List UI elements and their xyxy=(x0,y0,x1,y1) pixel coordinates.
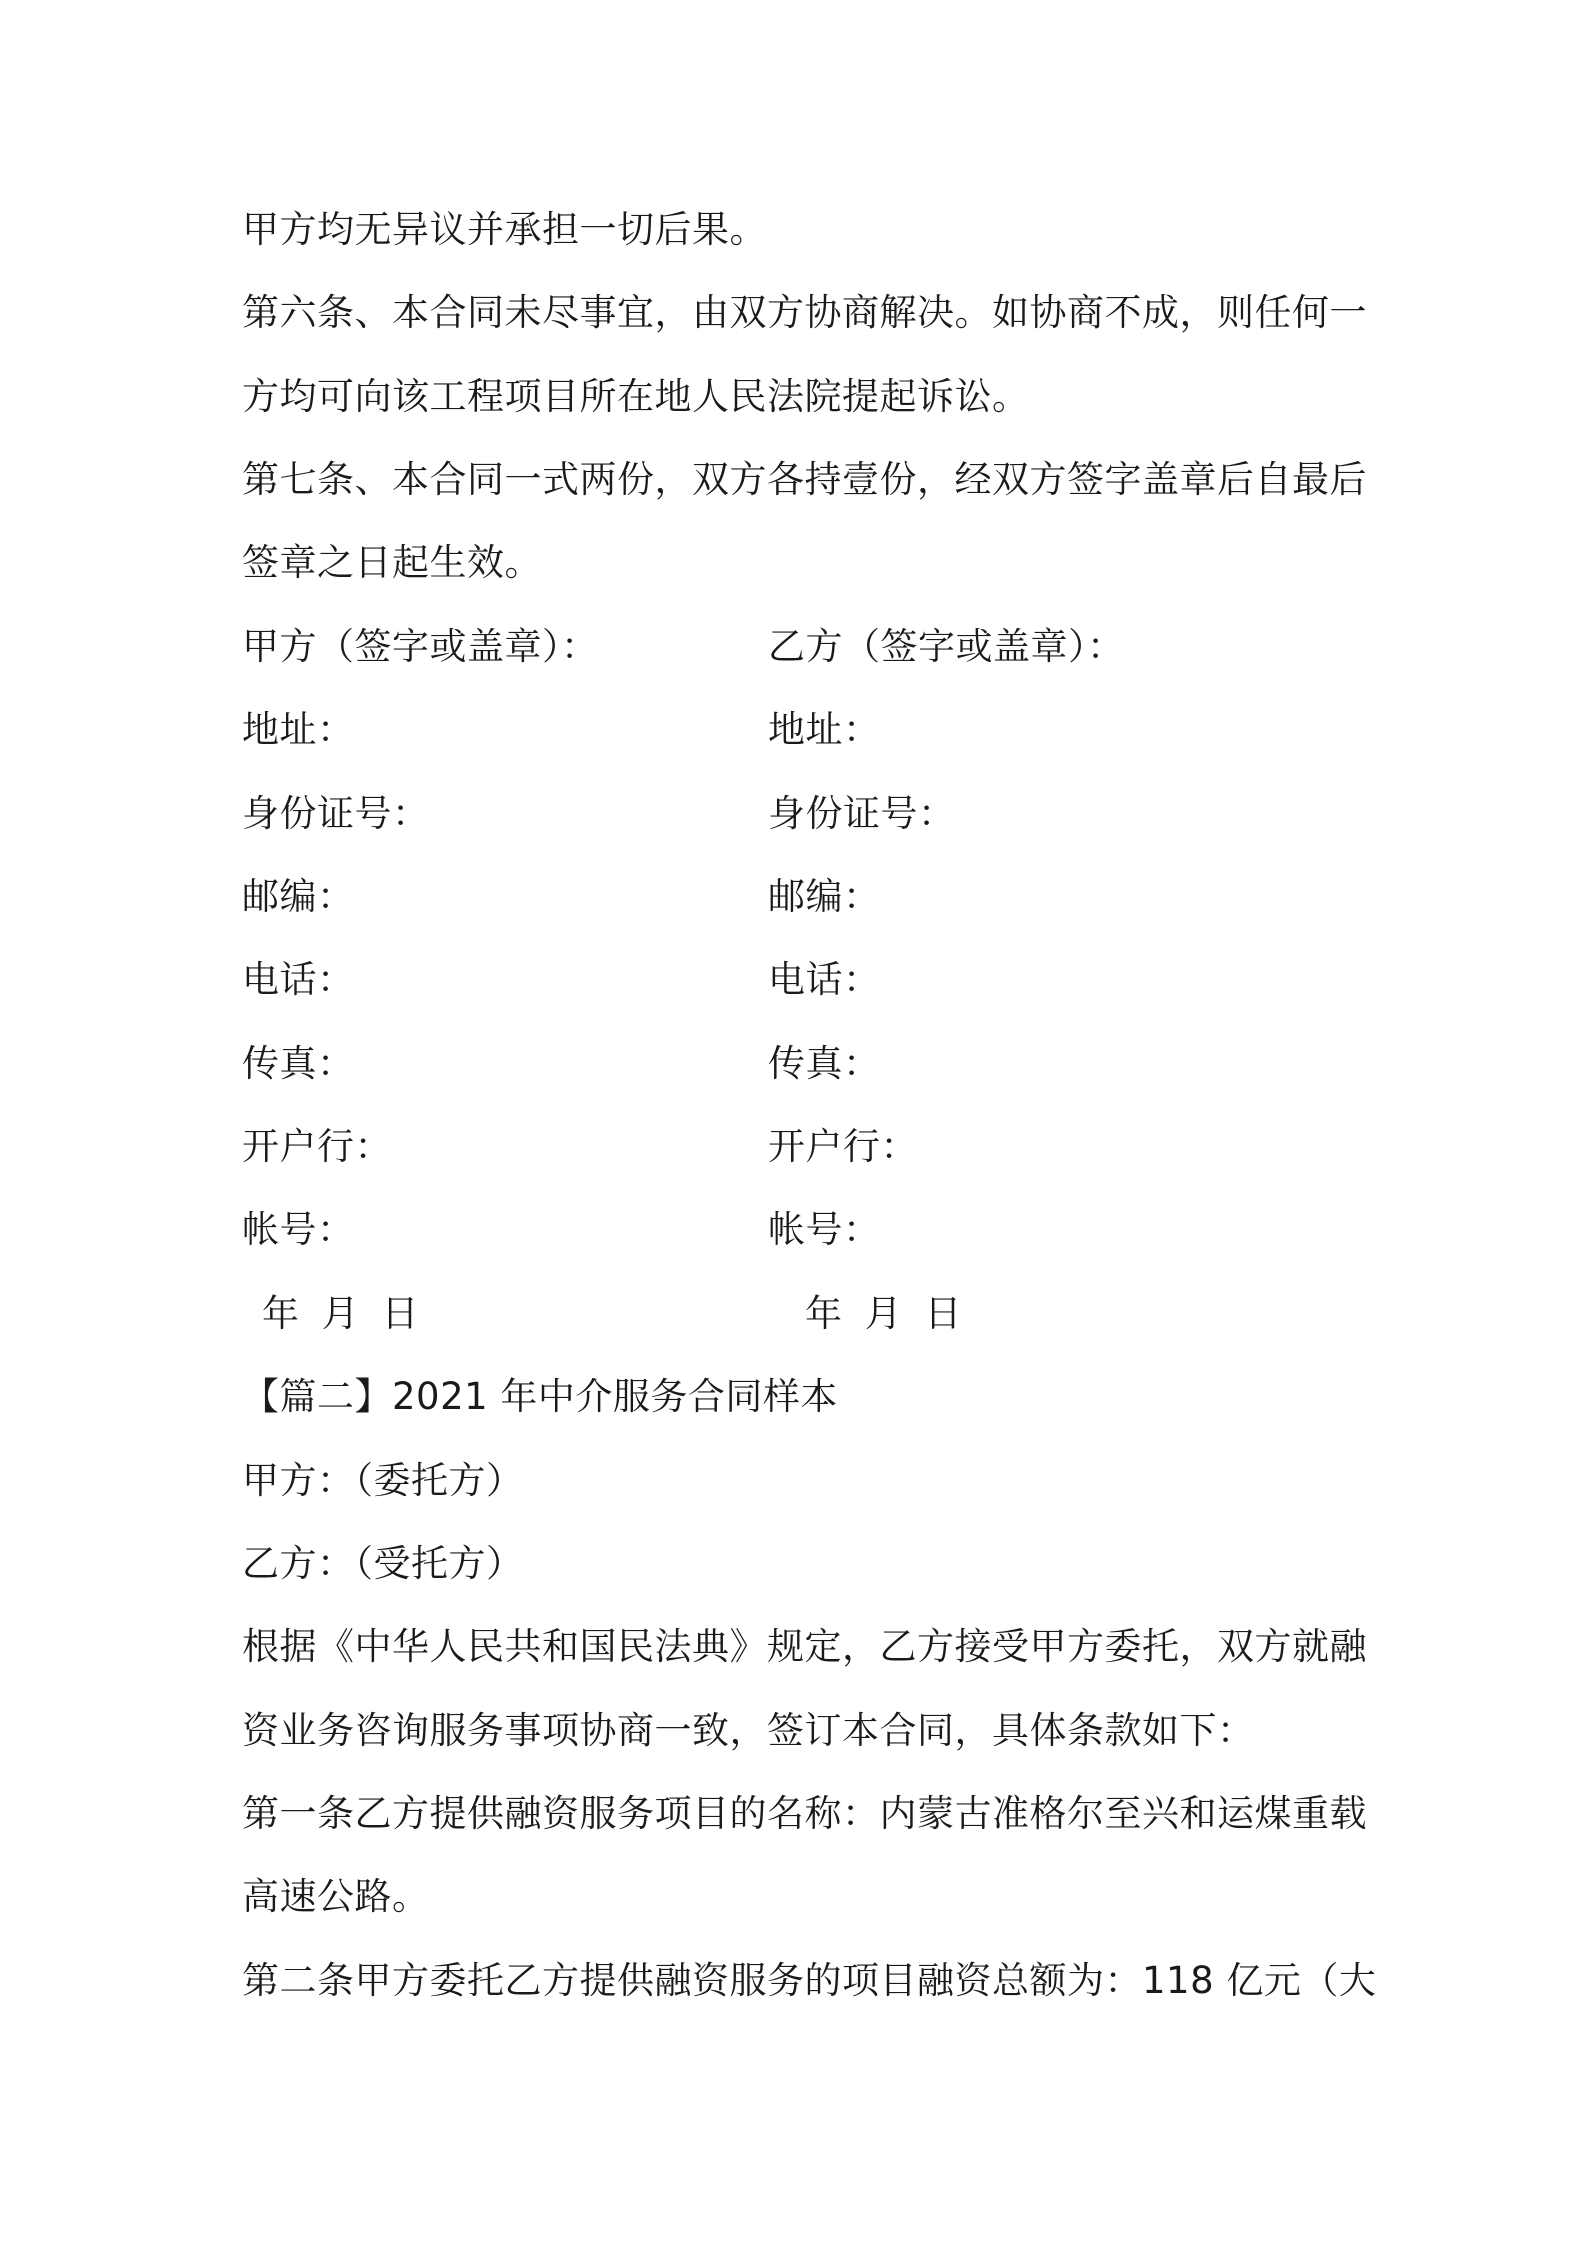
party-a-address-label: 地址： xyxy=(242,708,355,751)
paragraph-line: 甲方均无异议并承担一切后果。 xyxy=(242,208,767,251)
party-a-bank-label: 开户行： xyxy=(242,1125,392,1168)
party-b-account-label: 帐号： xyxy=(768,1208,881,1251)
article-seven-line-2: 签章之日起生效。 xyxy=(242,541,542,584)
party-b-bank-label: 开户行： xyxy=(768,1125,918,1168)
article-one-line-2: 高速公路。 xyxy=(242,1875,430,1918)
party-b-signature-heading: 乙方（签字或盖章）： xyxy=(768,625,1125,668)
section2-party-a: 甲方：（委托方） xyxy=(242,1459,524,1502)
party-a-account-label: 帐号： xyxy=(242,1208,355,1251)
article-seven-line-1: 第七条、本合同一式两份，双方各持壹份，经双方签字盖章后自最后 xyxy=(242,458,1367,501)
party-a-phone-label: 电话： xyxy=(242,958,355,1001)
party-b-id-number-label: 身份证号： xyxy=(768,792,956,835)
section-title: 【篇二】2021 年中介服务合同样本 xyxy=(242,1375,838,1418)
party-b-date: 年 月 日 xyxy=(805,1292,963,1335)
section2-party-b: 乙方：（受托方） xyxy=(242,1542,524,1585)
party-b-postcode-label: 邮编： xyxy=(768,875,881,918)
party-a-fax-label: 传真： xyxy=(242,1042,355,1085)
party-a-postcode-label: 邮编： xyxy=(242,875,355,918)
party-a-signature-heading: 甲方（签字或盖章）： xyxy=(242,625,599,668)
party-b-phone-label: 电话： xyxy=(768,958,881,1001)
article-six-line-1: 第六条、本合同未尽事宜，由双方协商解决。如协商不成，则任何一 xyxy=(242,291,1367,334)
party-a-id-number-label: 身份证号： xyxy=(242,792,430,835)
article-one-line-1: 第一条乙方提供融资服务项目的名称：内蒙古准格尔至兴和运煤重载 xyxy=(242,1792,1367,1835)
article-six-line-2: 方均可向该工程项目所在地人民法院提起诉讼。 xyxy=(242,375,1030,418)
party-b-address-label: 地址： xyxy=(768,708,881,751)
party-b-fax-label: 传真： xyxy=(768,1042,881,1085)
section2-intro-line-2: 资业务咨询服务事项协商一致，签订本合同，具体条款如下： xyxy=(242,1709,1255,1752)
party-a-date: 年 月 日 xyxy=(262,1292,420,1335)
section2-intro-line-1: 根据《中华人民共和国民法典》规定，乙方接受甲方委托，双方就融 xyxy=(242,1625,1367,1668)
article-two-line-1: 第二条甲方委托乙方提供融资服务的项目融资总额为：118 亿元（大 xyxy=(242,1959,1377,2002)
